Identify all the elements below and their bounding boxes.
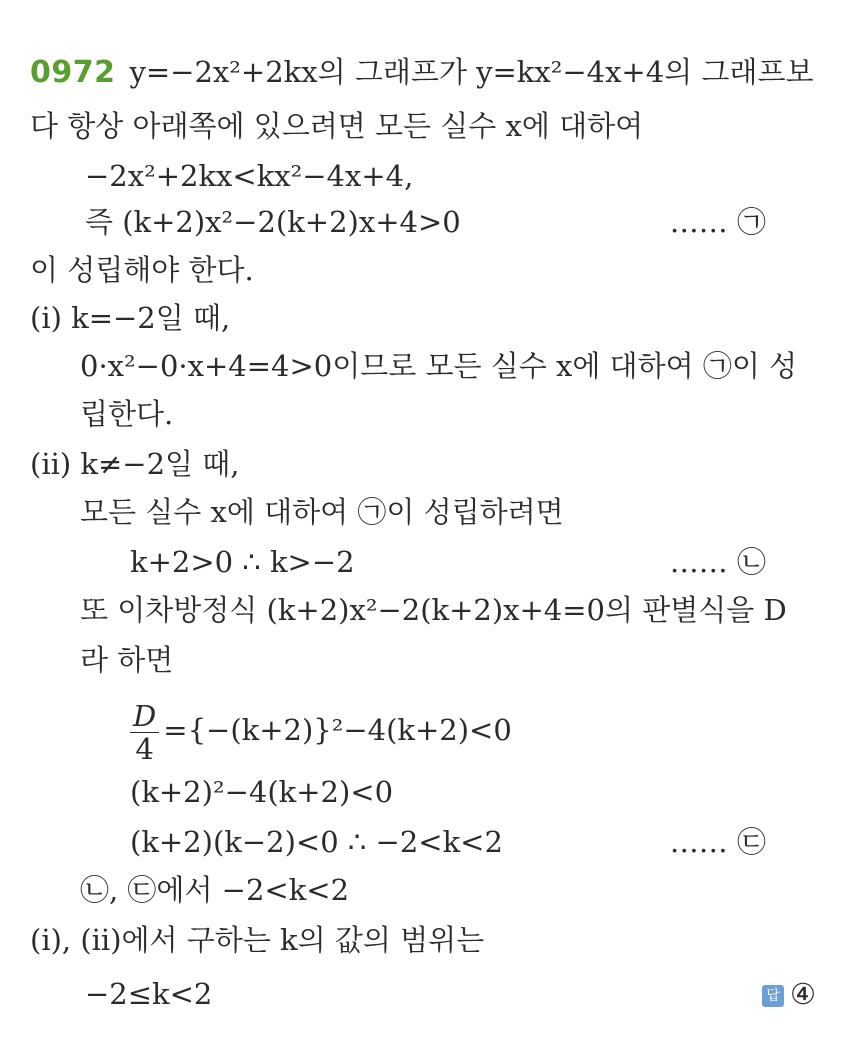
- equation-marker-2: [670, 542, 766, 582]
- case-2-body-3: 라 하면: [80, 643, 174, 677]
- conclusion-line-2: −2≤k<2: [85, 977, 213, 1011]
- case-2-body-2: 또 이차방정식 (k+2)x²−2(k+2)x+4=0의 판별식을 D: [80, 593, 787, 627]
- case-1-body-2: 립한다.: [80, 397, 174, 431]
- combine-line: ㉡, ㉢에서 −2<k<2: [80, 873, 350, 907]
- case-1-header: (i) k=−2일 때,: [30, 301, 231, 335]
- dots: ……: [669, 545, 728, 579]
- answer: [762, 974, 816, 1014]
- problem-line-5: 이 성립해야 한다.: [30, 253, 254, 287]
- case-1-body-1: 0·x²−0·x+4=4>0이므로 모든 실수 x에 대하여 ㉠이 성: [80, 349, 798, 383]
- marker-giyeok: ㉠: [736, 205, 766, 239]
- problem-line-1: [30, 52, 813, 93]
- discriminant-rest: ={−(k+2)}²−4(k+2)<0: [163, 713, 512, 747]
- fraction-d-over-4: [130, 700, 159, 765]
- inequality-2: [85, 202, 461, 242]
- inequality-1: −2x²+2kx<kx²−4x+4,: [85, 159, 414, 193]
- dots: ……: [669, 825, 728, 859]
- case-2-body-1: 모든 실수 x에 대하여 ㉠이 성립하려면: [80, 495, 564, 529]
- case-2-header: (ii) k≠−2일 때,: [30, 447, 240, 481]
- marker-digeut: ㉢: [736, 825, 766, 859]
- equation-marker-3: [670, 822, 766, 862]
- discriminant-equation: [130, 694, 512, 766]
- answer-value: ④: [790, 977, 816, 1011]
- equation-2: (k+2)²−4(k+2)<0: [130, 775, 394, 809]
- marker-nieun: ㉡: [736, 545, 766, 579]
- fraction-denominator: 4: [135, 731, 154, 766]
- equation-marker-1: [670, 202, 766, 242]
- equation-3: (k+2)(k−2)<0 ∴ −2<k<2: [130, 825, 503, 859]
- inequality-2-text: 즉 (k+2)x²−2(k+2)x+4>0: [85, 205, 461, 239]
- conclusion-line-1: (i), (ii)에서 구하는 k의 값의 범위는: [30, 923, 485, 957]
- answer-icon: 답: [762, 985, 784, 1007]
- dots: ……: [669, 205, 728, 239]
- fraction-numerator: D: [130, 700, 159, 733]
- problem-line-2: 다 항상 아래쪽에 있으려면 모든 실수 x에 대하여: [30, 109, 644, 143]
- problem-number: 0972: [30, 55, 116, 90]
- problem-text-1: y=−2x²+2kx의 그래프가 y=kx²−4x+4의 그래프보: [129, 55, 814, 89]
- case-2-condition: k+2>0 ∴ k>−2: [130, 545, 355, 579]
